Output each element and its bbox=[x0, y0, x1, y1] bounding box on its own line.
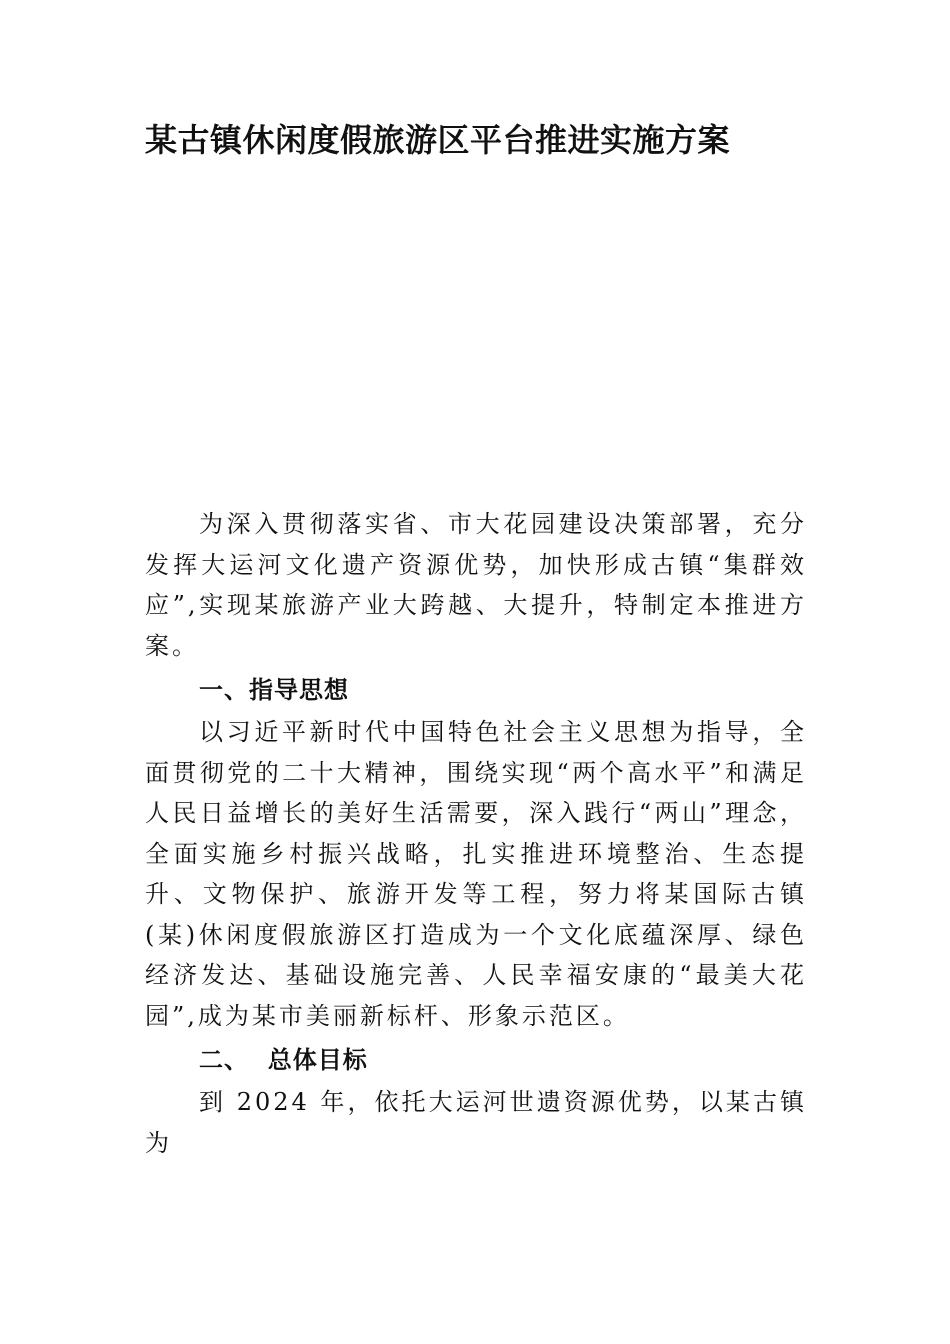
guiding-ideology-paragraph: 以习近平新时代中国特色社会主义思想为指导，全面贯彻党的二十大精神，围绕实现“两个高水平”和满足人民日益增长的美好生活需要，深入践行“两山”理念，全面实施乡村振兴战略，扎实推进环境整治、生态提升、文物保护、旅游开发等工程，努力将某国际古镇(某)休闲度假旅游区打造成为一个文化底蕴深厚、绿色经济发达、基础设施完善、人民幸福安康的“最美大花园”,成为某市美丽新标杆、形象示范区。 bbox=[145, 718, 807, 1030]
section-heading-overall-goals: 二、 总体目标 bbox=[199, 1046, 368, 1074]
intro-paragraph: 为深入贯彻落实省、市大花园建设决策部署，充分发挥大运河文化遗产资源优势，加快形成古镇“集群效应”,实现某旅游产业大跨越、大提升，特制定本推进方案。 bbox=[145, 510, 807, 660]
document-title: 某古镇休闲度假旅游区平台推进实施方案 bbox=[145, 121, 731, 159]
overall-goals-paragraph: 到 2024 年，依托大运河世遗资源优势，以某古镇为 bbox=[145, 1088, 807, 1157]
document-body bbox=[145, 504, 807, 1163]
section-heading-guiding-ideology: 一、指导思想 bbox=[199, 676, 349, 704]
